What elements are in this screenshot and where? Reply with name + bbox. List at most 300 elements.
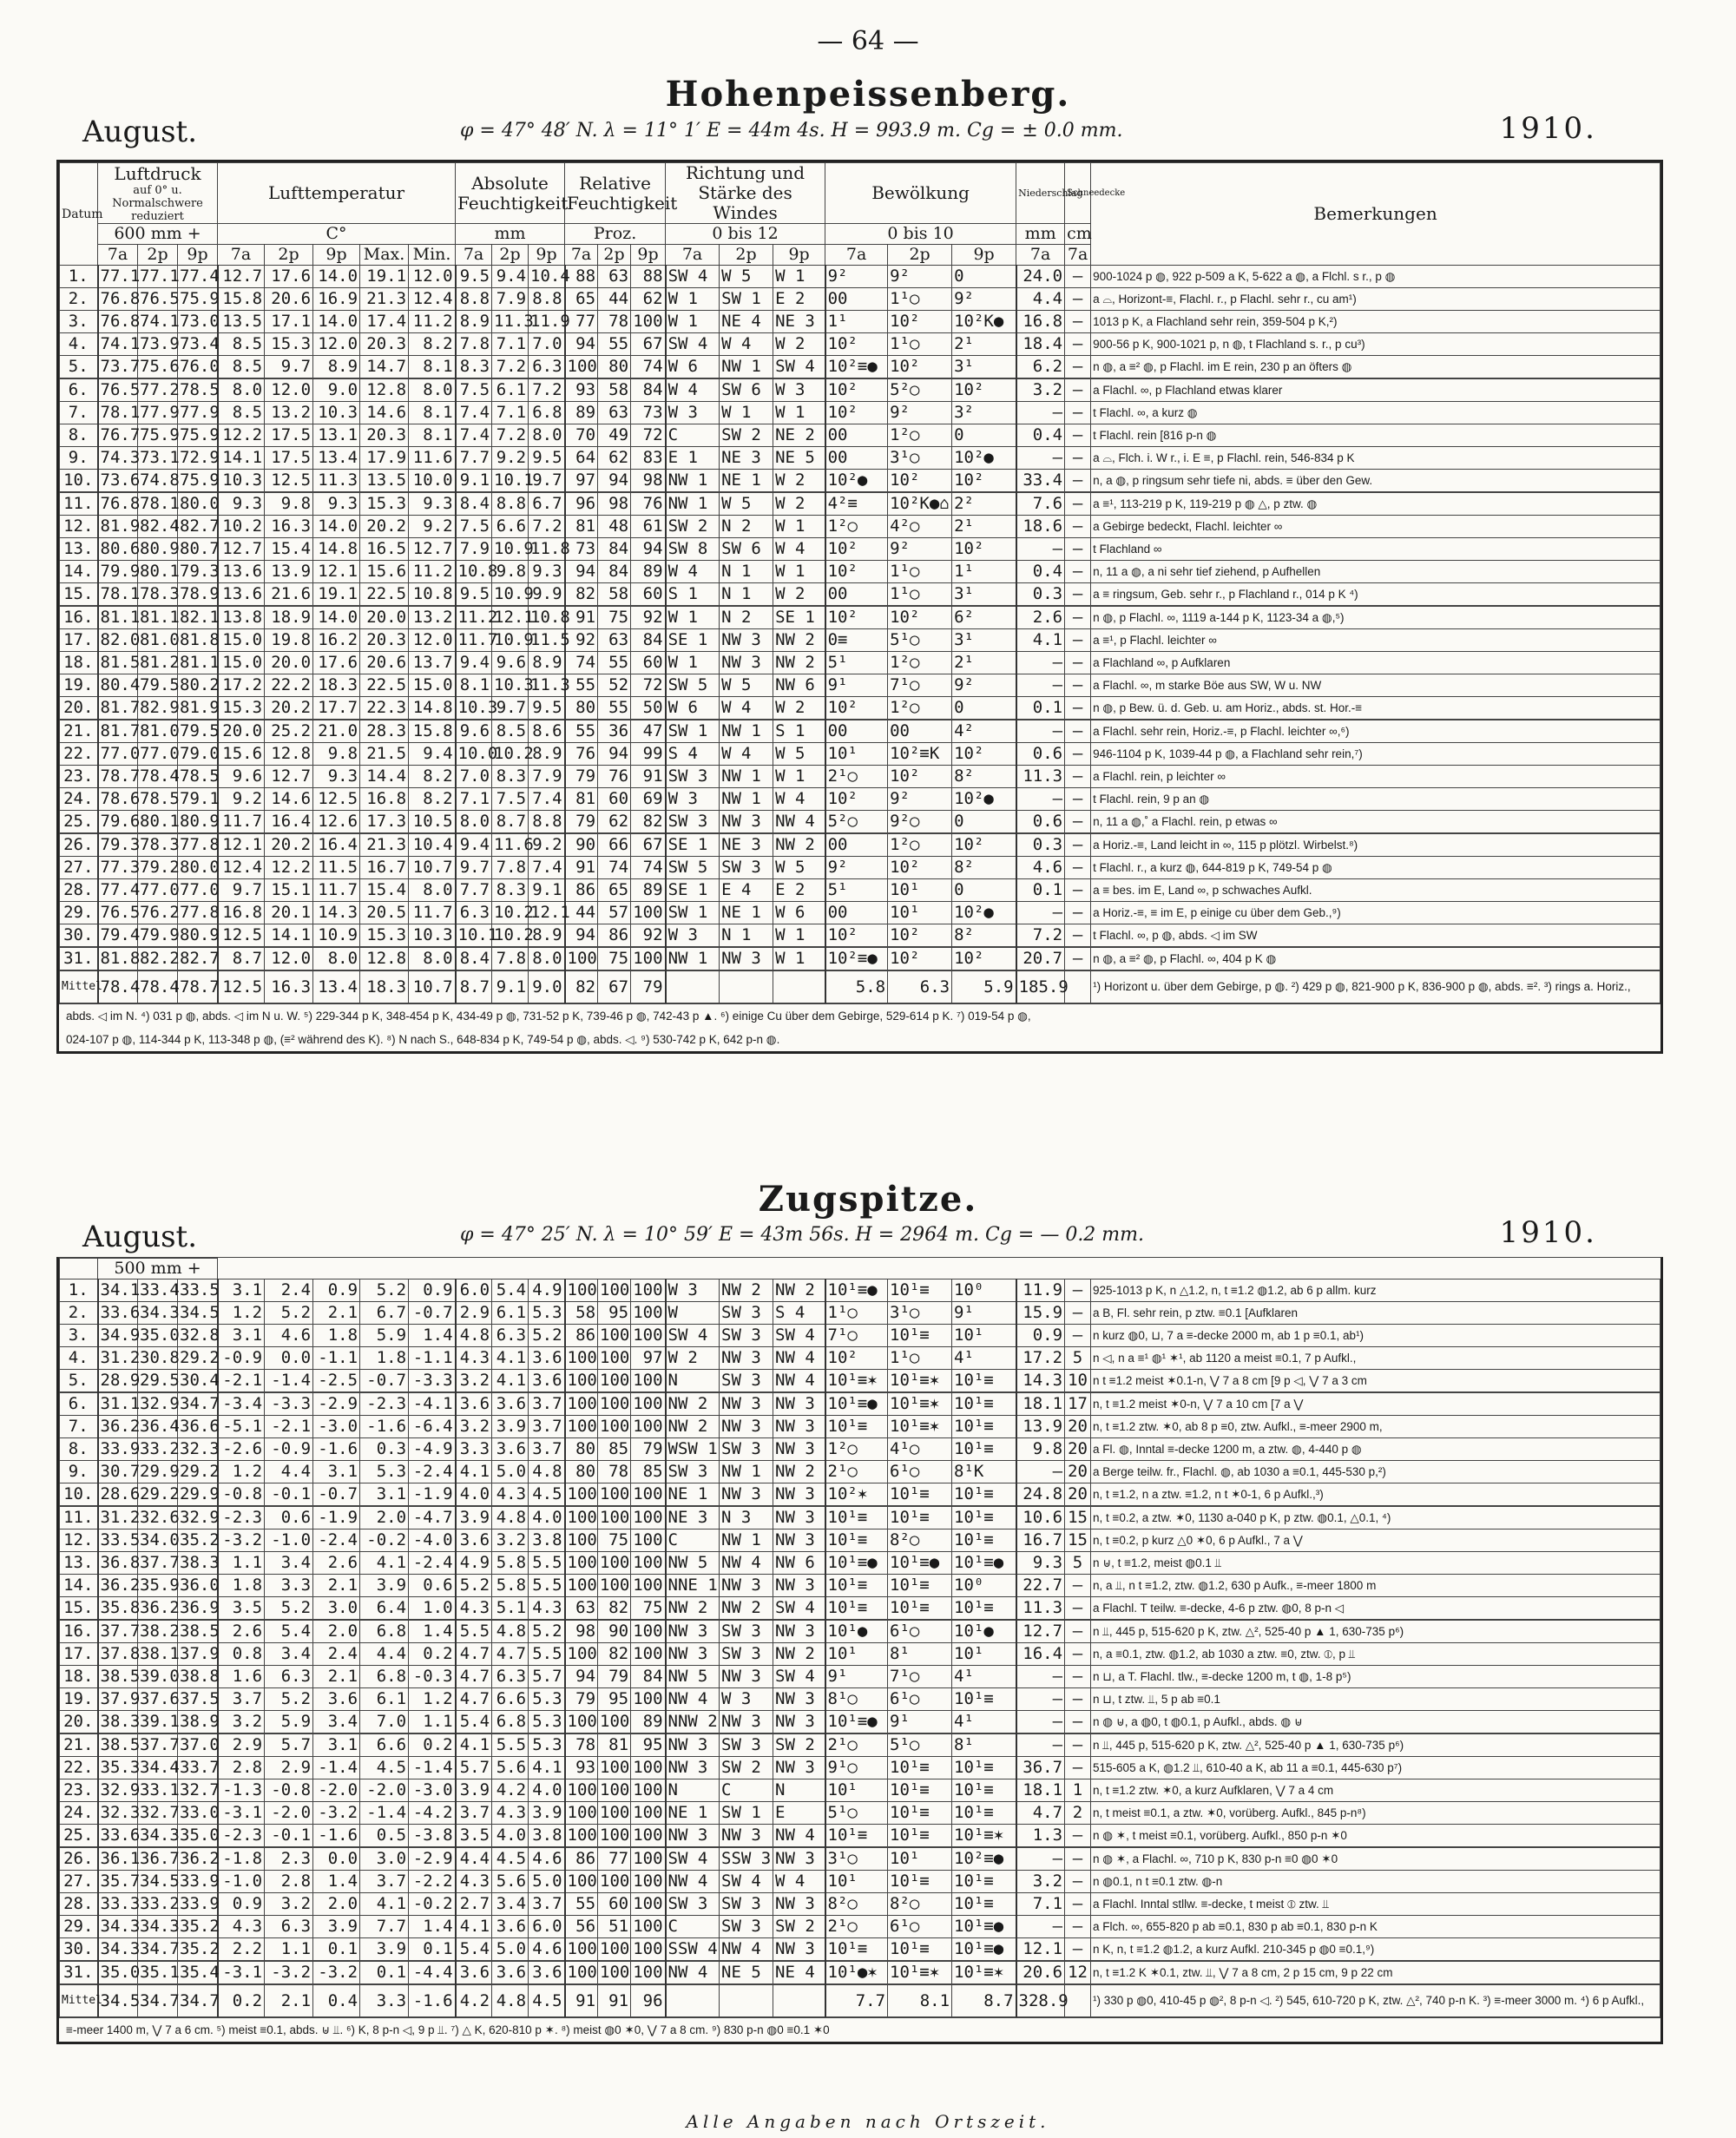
value-cell: 10¹≡ <box>888 1871 952 1893</box>
table-row <box>60 1871 1660 1893</box>
value-cell: NW 3 <box>720 1825 773 1848</box>
value-cell: 2¹ <box>952 333 1016 356</box>
value-cell: 00 <box>825 720 888 743</box>
value-cell: 100 <box>598 1961 631 1984</box>
value-cell: 99 <box>631 743 666 766</box>
day-cell: 9. <box>60 1461 98 1483</box>
value-cell: 78.4 <box>138 766 178 788</box>
value-cell: 36.8 <box>98 1552 138 1575</box>
value-cell: 91 <box>631 766 666 788</box>
value-cell: 22.5 <box>360 583 409 607</box>
value-cell: 95 <box>598 1688 631 1711</box>
value-cell: -1.4 <box>265 1370 313 1393</box>
table-row <box>60 697 1660 720</box>
value-cell: 5¹○ <box>825 1802 888 1825</box>
value-cell: 20.6 <box>265 288 313 311</box>
value-cell: – <box>1065 629 1091 652</box>
value-cell: – <box>1065 743 1091 766</box>
value-cell: -2.1 <box>265 1416 313 1438</box>
value-cell: 74.8 <box>138 470 178 493</box>
value-cell: 100 <box>631 1370 666 1393</box>
value-cell: 4.0 <box>529 1506 565 1529</box>
value-cell: 62 <box>631 288 666 311</box>
value-cell: 81.8 <box>178 629 218 652</box>
value-cell: 37.7 <box>138 1552 178 1575</box>
value-cell: 11.2 <box>456 606 492 629</box>
value-cell: 5.7 <box>456 1757 492 1779</box>
day-cell: 27. <box>60 857 98 879</box>
value-cell: 78.7 <box>98 766 138 788</box>
value-cell: 79.1 <box>178 788 218 811</box>
value-cell: 82 <box>598 1643 631 1666</box>
value-cell: W 1 <box>720 402 773 424</box>
value-cell: – <box>1065 924 1091 948</box>
value-cell: NW 4 <box>666 1688 720 1711</box>
value-cell: 94 <box>565 333 598 356</box>
time-7a: 7a <box>825 245 888 266</box>
value-cell: 3.0 <box>360 1847 409 1871</box>
value-cell: 33.3 <box>98 1893 138 1916</box>
value-cell: 10¹≡ <box>825 1506 888 1529</box>
value-cell: 8¹ <box>888 1643 952 1666</box>
value-cell: 1²○ <box>825 516 888 538</box>
value-cell: 3¹ <box>952 629 1016 652</box>
value-cell: W 4 <box>720 333 773 356</box>
table-row <box>60 1529 1660 1552</box>
value-cell: 35.9 <box>138 1575 178 1597</box>
value-cell: NW 4 <box>773 1825 825 1848</box>
remark-cell: n ⊎, t ≡1.2, meist ◍0.1 ⫫ <box>1091 1552 1660 1575</box>
value-cell: – <box>1065 811 1091 834</box>
value-cell: 90 <box>598 1620 631 1643</box>
value-cell: 4.6 <box>529 1938 565 1962</box>
value-cell: 75.9 <box>178 288 218 311</box>
value-cell: – <box>1016 402 1065 424</box>
value-cell: -1.3 <box>218 1779 265 1802</box>
value-cell: 8.0 <box>456 811 492 834</box>
value-cell: SW 4 <box>773 1325 825 1347</box>
value-cell: 77.1 <box>138 266 178 288</box>
value-cell: 8.2 <box>409 788 456 811</box>
value-cell: 81.5 <box>98 652 138 674</box>
value-cell: 10² <box>888 766 952 788</box>
value-cell: 30.8 <box>138 1347 178 1370</box>
time-7a: 7a <box>565 245 598 266</box>
value-cell: – <box>1065 674 1091 697</box>
value-cell: 60 <box>631 583 666 607</box>
value-cell: 100 <box>598 1779 631 1802</box>
value-cell: W 3 <box>720 1688 773 1711</box>
value-cell: 94 <box>598 743 631 766</box>
value-cell: 10.9 <box>492 583 529 607</box>
value-cell: 0.6 <box>1016 811 1065 834</box>
value-cell: NW 4 <box>773 1370 825 1393</box>
table-row <box>60 1302 1660 1325</box>
value-cell: SW 2 <box>666 516 720 538</box>
value-cell: 6.8 <box>529 402 565 424</box>
value-cell: 12.2 <box>265 857 313 879</box>
value-cell: 5.5 <box>529 1575 565 1597</box>
value-cell: NW 1 <box>666 492 720 516</box>
value-cell: 10² <box>825 924 888 948</box>
value-cell: 18.1 <box>1016 1779 1065 1802</box>
value-cell: 20.6 <box>1016 1961 1065 1984</box>
value-cell: 94 <box>565 1666 598 1688</box>
value-cell: SW 6 <box>720 538 773 561</box>
value-cell: – <box>1065 720 1091 743</box>
value-cell: 1¹○ <box>888 561 952 583</box>
table-row <box>60 720 1660 743</box>
value-cell: W 2 <box>773 333 825 356</box>
value-cell: SW 4 <box>773 1666 825 1688</box>
value-cell: 21.0 <box>313 720 360 743</box>
value-cell: 100 <box>565 1347 598 1370</box>
value-cell: 11.7 <box>409 902 456 924</box>
value-cell: NW 3 <box>773 1938 825 1962</box>
remark-cell: n, a ⫫, n t ≡1.2, ztw. ◍1.2, 630 p Aufk., ≡-meer 1800 m <box>1091 1575 1660 1597</box>
value-cell: 2.0 <box>360 1506 409 1529</box>
day-cell: 11. <box>60 492 98 516</box>
value-cell: NW 1 <box>720 788 773 811</box>
value-cell: 1.1 <box>218 1552 265 1575</box>
value-cell: 3.9 <box>529 1802 565 1825</box>
value-cell: 76.0 <box>178 356 218 379</box>
remark-cell: a ⌓, Flch. i. W r., i. E ≡, p Flachl. rein, 546-834 p K <box>1091 447 1660 470</box>
value-cell: 100 <box>631 1506 666 1529</box>
day-cell: 24. <box>60 788 98 811</box>
value-cell: 57 <box>598 902 631 924</box>
value-cell: 10² <box>888 470 952 493</box>
value-cell: – <box>1016 902 1065 924</box>
value-cell: -3.0 <box>409 1779 456 1802</box>
value-cell: 00 <box>825 288 888 311</box>
value-cell: – <box>1065 266 1091 288</box>
value-cell: 3.2 <box>492 1529 529 1552</box>
value-cell: 10² <box>825 561 888 583</box>
value-cell: 55 <box>598 333 631 356</box>
value-cell: 13.6 <box>218 583 265 607</box>
day-cell: 17. <box>60 1643 98 1666</box>
value-cell: 10¹≡● <box>825 1711 888 1734</box>
value-cell: 33.2 <box>138 1438 178 1461</box>
value-cell: 00 <box>825 902 888 924</box>
value-cell: 7.4 <box>456 402 492 424</box>
value-cell: 82.1 <box>178 606 218 629</box>
value-cell: 00 <box>825 447 888 470</box>
value-cell: 10¹≡ <box>888 1757 952 1779</box>
value-cell: SW 1 <box>666 902 720 924</box>
value-cell: 3.2 <box>265 1893 313 1916</box>
value-cell: 10.5 <box>409 811 456 834</box>
value-cell: SW 2 <box>720 424 773 447</box>
table-row <box>60 333 1660 356</box>
value-cell: 2¹○ <box>825 1916 888 1938</box>
value-cell: 81.0 <box>138 629 178 652</box>
value-cell: 10² <box>825 697 888 720</box>
value-cell: NNE 1 <box>666 1575 720 1597</box>
value-cell: – <box>1065 1916 1091 1938</box>
value-cell: 35.0 <box>178 1825 218 1848</box>
remark-cell: a B, Fl. sehr rein, p ztw. ≡0.1 [Aufklaren <box>1091 1302 1660 1325</box>
value-cell: NW 4 <box>666 1961 720 1984</box>
value-cell: 74.3 <box>98 447 138 470</box>
value-cell: 8.9 <box>456 311 492 333</box>
remark-cell: a Flachl. rein, p leichter ∞ <box>1091 766 1660 788</box>
value-cell: 8²○ <box>825 1893 888 1916</box>
value-cell: 8.9 <box>529 743 565 766</box>
value-cell: W 2 <box>773 583 825 607</box>
value-cell: 29.2 <box>178 1347 218 1370</box>
value-cell: 15.3 <box>265 333 313 356</box>
value-cell: 5.4 <box>265 1620 313 1643</box>
mean-row <box>60 1984 1660 2017</box>
value-cell: 38.9 <box>178 1711 218 1734</box>
value-cell: 7.4 <box>529 857 565 879</box>
value-cell: 9.8 <box>265 492 313 516</box>
mean-value: 8.1 <box>888 1984 952 2017</box>
value-cell: -0.7 <box>313 1483 360 1507</box>
value-cell: 0 <box>952 266 1016 288</box>
value-cell: 96 <box>565 492 598 516</box>
value-cell: 47 <box>631 720 666 743</box>
value-cell: – <box>1065 1893 1091 1916</box>
value-cell: 2.4 <box>265 1280 313 1302</box>
value-cell: SW 3 <box>720 1643 773 1666</box>
value-cell: -0.8 <box>265 1779 313 1802</box>
value-cell: -0.9 <box>218 1347 265 1370</box>
value-cell: -2.4 <box>409 1461 456 1483</box>
table-row <box>60 1916 1660 1938</box>
value-cell: 10¹≡ <box>825 1597 888 1621</box>
value-cell: 3¹ <box>952 356 1016 379</box>
value-cell: 2.9 <box>218 1733 265 1757</box>
value-cell: 9² <box>825 266 888 288</box>
value-cell: 88 <box>565 266 598 288</box>
day-cell: 8. <box>60 424 98 447</box>
value-cell: 7.2 <box>529 378 565 402</box>
value-cell: 11.9 <box>529 311 565 333</box>
value-cell: 15.4 <box>265 538 313 561</box>
value-cell: 100 <box>565 1280 598 1302</box>
remark-cell: t Flachl. rein [816 p-n ◍ <box>1091 424 1660 447</box>
value-cell: SW 3 <box>720 1370 773 1393</box>
mean-value: 91 <box>598 1984 631 2017</box>
value-cell: 38.5 <box>178 1620 218 1643</box>
value-cell: 6.1 <box>492 1302 529 1325</box>
value-cell: 93 <box>565 378 598 402</box>
value-cell: 6.3 <box>492 1325 529 1347</box>
table-row <box>60 538 1660 561</box>
value-cell: 4.6 <box>265 1325 313 1347</box>
value-cell: 12.4 <box>409 288 456 311</box>
value-cell: SE 1 <box>666 879 720 902</box>
day-cell: 3. <box>60 1325 98 1347</box>
value-cell: 9.5 <box>456 583 492 607</box>
value-cell: 8.7 <box>218 947 265 970</box>
value-cell: 5¹○ <box>888 1733 952 1757</box>
value-cell: 7.1 <box>456 788 492 811</box>
table-row <box>60 947 1660 970</box>
value-cell: 79.0 <box>178 743 218 766</box>
value-cell: NE 5 <box>773 447 825 470</box>
value-cell: 3.6 <box>492 1961 529 1984</box>
value-cell: 80.2 <box>178 674 218 697</box>
value-cell: 10¹≡● <box>888 1552 952 1575</box>
value-cell: 80 <box>565 697 598 720</box>
value-cell: 16.7 <box>1016 1529 1065 1552</box>
value-cell: -0.8 <box>218 1483 265 1507</box>
time-9p: 9p <box>529 245 565 266</box>
time-7a: 7a <box>456 245 492 266</box>
value-cell: 81 <box>565 788 598 811</box>
value-cell: 3.2 <box>1016 378 1065 402</box>
col-niederschlag: Niederschlag <box>1016 163 1065 224</box>
unit-wind: 0 bis 12 <box>666 224 825 245</box>
value-cell: 11.3 <box>529 674 565 697</box>
hohen-observation-table <box>59 162 1660 1003</box>
value-cell: 13.4 <box>313 447 360 470</box>
value-cell: 74 <box>631 857 666 879</box>
table-row <box>60 1597 1660 1621</box>
day-cell: 19. <box>60 674 98 697</box>
day-cell: 5. <box>60 1370 98 1393</box>
value-cell: 9² <box>888 788 952 811</box>
value-cell: 10¹≡✶ <box>888 1370 952 1393</box>
value-cell: 95 <box>631 1733 666 1757</box>
value-cell: 5.3 <box>529 1733 565 1757</box>
value-cell: NW 3 <box>720 1575 773 1597</box>
value-cell: 14.8 <box>409 697 456 720</box>
day-cell: 28. <box>60 1893 98 1916</box>
value-cell: NE 1 <box>720 470 773 493</box>
value-cell: 8²○ <box>888 1893 952 1916</box>
value-cell: 31.2 <box>98 1506 138 1529</box>
value-cell: NW 3 <box>773 1620 825 1643</box>
remark-cell: n, t meist ≡0.1, a ztw. ✶0, vorüberg. Aufkl., 845 p-n⁸) <box>1091 1802 1660 1825</box>
value-cell: 13.9 <box>265 561 313 583</box>
value-cell: 14.0 <box>313 311 360 333</box>
value-cell: 14.4 <box>360 766 409 788</box>
value-cell: 0.0 <box>313 1847 360 1871</box>
value-cell: WSW 1 <box>666 1438 720 1461</box>
value-cell: 12.5 <box>265 470 313 493</box>
value-cell: 36.6 <box>178 1416 218 1438</box>
value-cell: 6¹○ <box>888 1916 952 1938</box>
value-cell: -1.6 <box>313 1825 360 1848</box>
value-cell: 7.5 <box>456 516 492 538</box>
value-cell: 4.8 <box>492 1506 529 1529</box>
value-cell: 10.4 <box>529 266 565 288</box>
value-cell: 100 <box>631 1483 666 1507</box>
empty-cell <box>666 1984 720 2017</box>
value-cell: 80.1 <box>138 561 178 583</box>
value-cell: – <box>1065 516 1091 538</box>
value-cell: 36.7 <box>1016 1757 1065 1779</box>
value-cell: 100 <box>565 356 598 379</box>
value-cell: 20.3 <box>360 424 409 447</box>
value-cell: 74 <box>565 652 598 674</box>
value-cell: – <box>1016 1916 1065 1938</box>
value-cell: 9² <box>888 266 952 288</box>
value-cell: W 4 <box>773 1871 825 1893</box>
col-luftdruck: Luftdruck auf 0° u. Normalschwere reduziert <box>98 163 218 224</box>
value-cell: 35.8 <box>98 1597 138 1621</box>
value-cell: 10² <box>888 924 952 948</box>
value-cell: NE 4 <box>720 311 773 333</box>
value-cell: 10²● <box>952 447 1016 470</box>
value-cell: -2.3 <box>218 1825 265 1848</box>
value-cell: NE 2 <box>773 424 825 447</box>
value-cell: 100 <box>631 947 666 970</box>
value-cell: 8²○ <box>888 1529 952 1552</box>
value-cell: 5.9 <box>360 1325 409 1347</box>
day-cell: 30. <box>60 924 98 948</box>
value-cell: W 4 <box>666 561 720 583</box>
value-cell: 75.9 <box>178 424 218 447</box>
value-cell: 10¹ <box>888 879 952 902</box>
mean-value: 4.5 <box>529 1984 565 2017</box>
value-cell: 3.8 <box>529 1529 565 1552</box>
value-cell: 3¹ <box>952 583 1016 607</box>
remark-cell: n, t ≡1.2 meist ✶0-n, ⋁ 7 a 10 cm [7 a ⋁ <box>1091 1392 1660 1416</box>
value-cell: 4.5 <box>529 1483 565 1507</box>
value-cell: 22.7 <box>1016 1575 1065 1597</box>
value-cell: 37.0 <box>178 1733 218 1757</box>
value-cell: 3.7 <box>529 1416 565 1438</box>
value-cell: – <box>1065 311 1091 333</box>
value-cell: 3.9 <box>456 1506 492 1529</box>
value-cell: 17.2 <box>1016 1347 1065 1370</box>
value-cell: W 6 <box>666 697 720 720</box>
value-cell: W 5 <box>773 743 825 766</box>
value-cell: – <box>1065 1280 1091 1302</box>
value-cell: W 5 <box>720 266 773 288</box>
value-cell: 13.8 <box>218 606 265 629</box>
value-cell: 10¹≡ <box>952 1483 1016 1507</box>
value-cell: 7.8 <box>492 857 529 879</box>
value-cell: 90 <box>565 833 598 857</box>
value-cell: 100 <box>598 1280 631 1302</box>
value-cell: 11.6 <box>492 833 529 857</box>
value-cell: 78.5 <box>138 788 178 811</box>
table-row <box>60 311 1660 333</box>
value-cell: 34.3 <box>98 1938 138 1962</box>
day-cell: 6. <box>60 1392 98 1416</box>
zug-footnote-line-1: ≡-meer 1400 m, ⋁ 7 a 6 cm. ⁵) meist ≡0.1, abds. ⊎ ⫫. ⁶) K, 8 p-n ◁, 9 p ⫫. ⁷) △ K, 620-810 p ✶. ⁸) meist ◍0 ✶0, ⋁ 7 a 8 cm. ⁹) 830 p-n ◍0 ≡0.1 ✶0 <box>59 2017 1660 2042</box>
value-cell: 0.5 <box>360 1825 409 1848</box>
value-cell: 10²K● <box>952 311 1016 333</box>
value-cell: 9.2 <box>529 833 565 857</box>
value-cell: 98 <box>631 470 666 493</box>
value-cell: 31.2 <box>98 1347 138 1370</box>
value-cell: NW 6 <box>773 674 825 697</box>
value-cell: 18.3 <box>313 674 360 697</box>
value-cell: NW 2 <box>720 1597 773 1621</box>
value-cell: 9.4 <box>456 652 492 674</box>
day-cell: 1. <box>60 1280 98 1302</box>
value-cell: 80.6 <box>98 538 138 561</box>
value-cell: 33.6 <box>98 1825 138 1848</box>
value-cell: 10¹≡ <box>888 1483 952 1507</box>
value-cell: 10¹ <box>825 1779 888 1802</box>
month-label-zugspitze: August. <box>82 1220 198 1254</box>
value-cell: SW 3 <box>720 1733 773 1757</box>
value-cell: NW 1 <box>720 1461 773 1483</box>
day-cell: 2. <box>60 288 98 311</box>
hohen-footnote-line-1: abds. ◁ im N. ⁴) 031 p ◍, abds. ◁ im N u. W. ⁵) 229-344 p K, 348-454 p K, 434-49 p ◍, 731-52 p K, 739-46 p ◍, 742-43 p ▲. ⁶) einige Cu über dem Gebirge, 529-614 p K. ⁷) 019-54 p ◍, <box>59 1003 1660 1028</box>
value-cell: 100 <box>598 1938 631 1962</box>
value-cell: 86 <box>565 1847 598 1871</box>
